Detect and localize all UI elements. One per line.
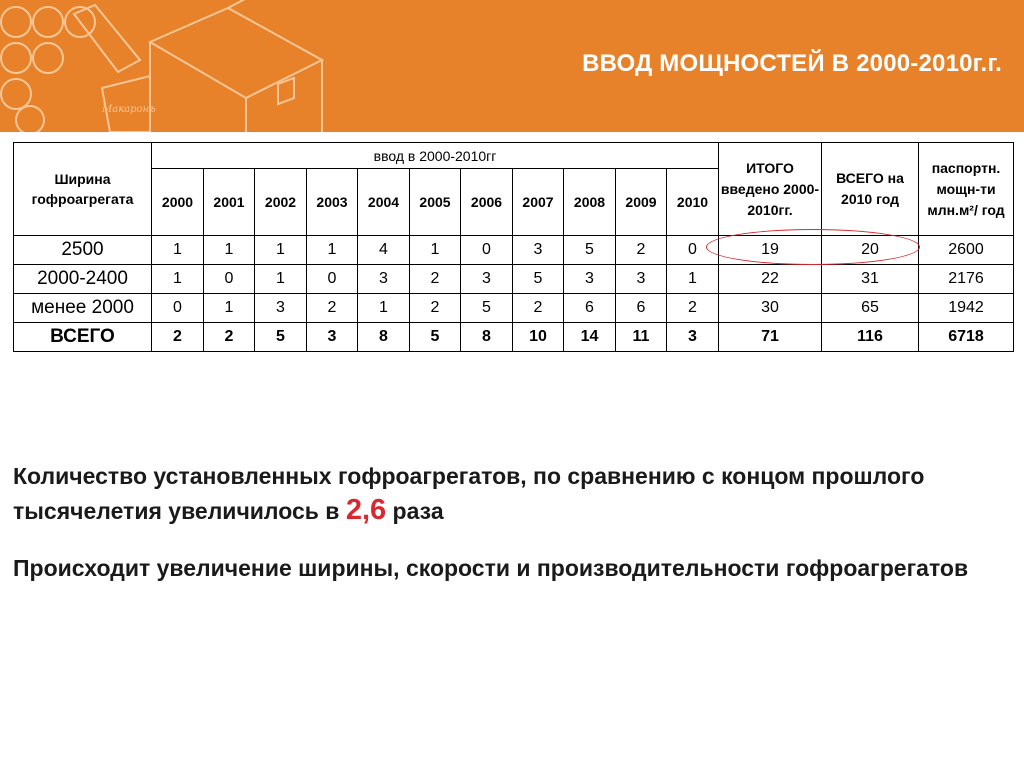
table-cell: 3 (307, 323, 358, 352)
capacity-table (13, 142, 1014, 352)
table-cell: 6 (616, 294, 667, 323)
table-total-row (14, 323, 1014, 352)
total-2010-cell: 65 (822, 294, 919, 323)
table-cell: 0 (667, 236, 719, 265)
table-cell: 1 (152, 265, 204, 294)
passport-capacity-cell: 1942 (919, 294, 1014, 323)
table-cell: 6 (564, 294, 616, 323)
table-cell: 1 (667, 265, 719, 294)
passport-capacity-cell: 2176 (919, 265, 1014, 294)
table-cell: 0 (152, 294, 204, 323)
header-year: 2010 (667, 169, 719, 236)
table-cell: 2 (410, 265, 461, 294)
table-cell: 10 (513, 323, 564, 352)
header-passport-capacity: паспортн. мощн-ти млн.м²/ год (919, 143, 1014, 236)
slide-title: ВВОД МОЩНОСТЕЙ В 2000-2010г.г. (582, 50, 1002, 77)
table-cell: 1 (255, 265, 307, 294)
header-year: 2000 (152, 169, 204, 236)
table-cell: 2 (410, 294, 461, 323)
header-year: 2003 (307, 169, 358, 236)
table-cell: 1 (204, 236, 255, 265)
header-width: Ширина гофроагрегата (14, 143, 152, 236)
table-cell: 11 (616, 323, 667, 352)
header-year: 2008 (564, 169, 616, 236)
row-label: 2500 (14, 236, 152, 265)
table-cell: 1 (255, 236, 307, 265)
total-2010-cell: 116 (822, 323, 919, 352)
table-row (14, 236, 1014, 265)
table-cell: 3 (513, 236, 564, 265)
table-cell: 2 (513, 294, 564, 323)
table-cell: 14 (564, 323, 616, 352)
header-banner (0, 0, 1024, 132)
header-year: 2009 (616, 169, 667, 236)
box-logo-text: Макаронъ (102, 104, 156, 115)
table-cell: 2 (307, 294, 358, 323)
header-total-2010: ВСЕГО на 2010 год (822, 143, 919, 236)
table-cell: 5 (513, 265, 564, 294)
total-2010-cell: 31 (822, 265, 919, 294)
header-total-introduced: ИТОГО введено 2000-2010гг. (719, 143, 822, 236)
table-cell: 3 (358, 265, 410, 294)
table-cell: 2 (204, 323, 255, 352)
growth-factor: 2,6 (345, 494, 387, 526)
table-cell: 3 (255, 294, 307, 323)
header-year: 2005 (410, 169, 461, 236)
total-introduced-cell: 22 (719, 265, 822, 294)
table-cell: 3 (461, 265, 513, 294)
table-cell: 0 (461, 236, 513, 265)
passport-capacity-cell: 6718 (919, 323, 1014, 352)
total-introduced-cell: 30 (719, 294, 822, 323)
table-cell: 1 (307, 236, 358, 265)
trend-paragraph: Происходит увеличение ширины, скорости и производительности гофроагрегатов (13, 555, 969, 581)
header-group: ввод в 2000-2010гг (152, 143, 719, 169)
row-label: ВСЕГО (14, 323, 152, 352)
passport-capacity-cell: 2600 (919, 236, 1014, 265)
table-cell: 2 (152, 323, 204, 352)
header-year: 2007 (513, 169, 564, 236)
table-cell: 1 (152, 236, 204, 265)
row-label: менее 2000 (14, 294, 152, 323)
total-introduced-cell: 71 (719, 323, 822, 352)
table-cell: 3 (564, 265, 616, 294)
table-row (14, 265, 1014, 294)
header-year: 2006 (461, 169, 513, 236)
table-cell: 1 (204, 294, 255, 323)
header-year: 2001 (204, 169, 255, 236)
table-cell: 5 (564, 236, 616, 265)
table-cell: 2 (667, 294, 719, 323)
table-cell: 4 (358, 236, 410, 265)
table-cell: 0 (307, 265, 358, 294)
row-label: 2000-2400 (14, 265, 152, 294)
summary-paragraph (13, 459, 1013, 528)
table-cell: 5 (461, 294, 513, 323)
table-cell: 8 (461, 323, 513, 352)
summary-text: Количество установленных гофроагрегатов, по сравнению с концом прошлого тысячелетия увеличилось в (13, 463, 925, 524)
total-2010-cell: 20 (822, 236, 919, 265)
table-cell: 5 (410, 323, 461, 352)
table-cell: 5 (255, 323, 307, 352)
total-introduced-cell: 19 (719, 236, 822, 265)
table-cell: 1 (410, 236, 461, 265)
table-cell: 2 (616, 236, 667, 265)
table-cell: 8 (358, 323, 410, 352)
header-year: 2002 (255, 169, 307, 236)
header-year: 2004 (358, 169, 410, 236)
table-cell: 3 (667, 323, 719, 352)
table-cell: 1 (358, 294, 410, 323)
table-cell: 3 (616, 265, 667, 294)
table-cell: 0 (204, 265, 255, 294)
summary-tail: раза (386, 498, 444, 524)
table-row (14, 294, 1014, 323)
